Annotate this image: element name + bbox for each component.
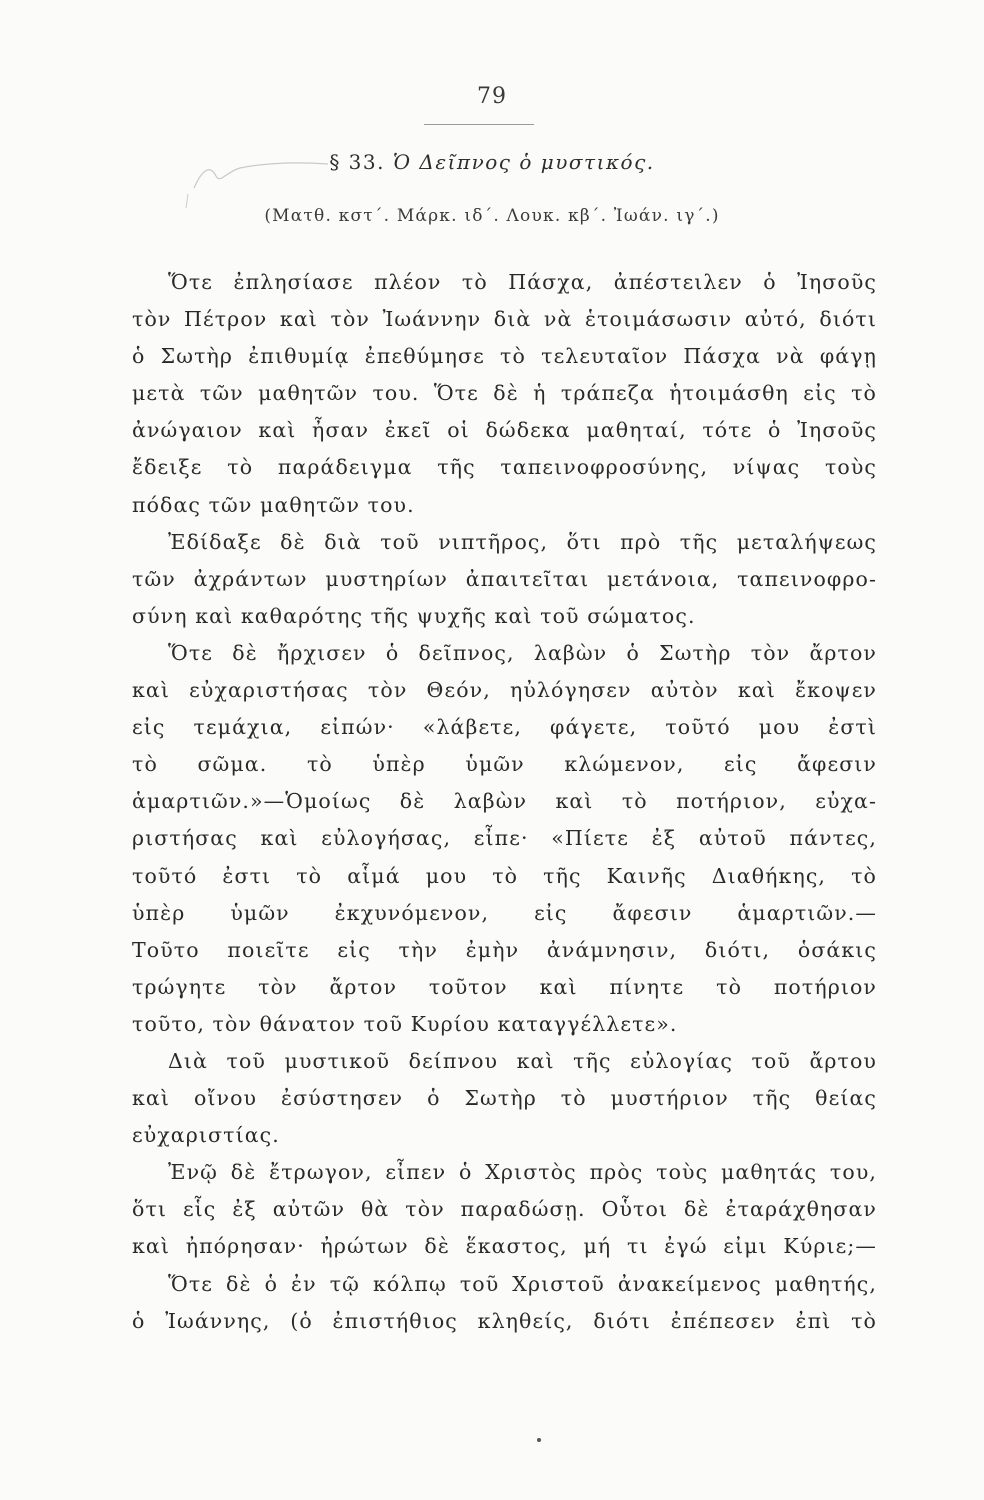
text-line: καὶ οἴνου ἐσύστησεν ὁ Σωτὴρ τὸ μυστήριον τῆς θείας: [132, 1086, 877, 1111]
section-heading: [0, 150, 984, 174]
text-line: εἰς τεμάχια, εἰπών· «λάβετε, φάγετε, τοῦτό μου ἐστὶ: [132, 715, 877, 740]
page-number: 79: [477, 84, 507, 109]
text-line: Ἐνῷ δὲ ἔτρωγον, εἶπεν ὁ Χριστὸς πρὸς τοὺς μαθητάς του,: [168, 1160, 877, 1185]
text-line: ἀνώγαιον καὶ ἦσαν ἐκεῖ οἱ δώδεκα μαθηταί, τότε ὁ Ἰησοῦς: [132, 418, 877, 443]
text-line: ὑπὲρ ὑμῶν ἐκχυνόμενον, εἰς ἄφεσιν ἁμαρτιῶν.—: [132, 900, 877, 925]
body-text: [132, 264, 877, 1340]
text-line: τὸ σῶμα. τὸ ὑπὲρ ὑμῶν κλώμενον, εἰς ἄφεσιν: [132, 752, 877, 777]
text-line: πόδας τῶν μαθητῶν του.: [132, 492, 415, 517]
page-number-rule: [424, 124, 534, 125]
text-line: εὐχαριστίας.: [132, 1123, 280, 1148]
text-line: Ἐδίδαξε δὲ διὰ τοῦ νιπτῆρος, ὅτι πρὸ τῆς μεταλήψεως: [168, 529, 877, 554]
footer-mark: [537, 1438, 541, 1442]
text-line: ὁ Σωτὴρ ἐπιθυμίᾳ ἐπεθύμησε τὸ τελευταῖον Πάσχα νὰ φάγῃ: [132, 344, 877, 369]
text-line: Ὅτε δὲ ἤρχισεν ὁ δεῖπνος, λαβὼν ὁ Σωτὴρ τὸν ἄρτον: [168, 640, 877, 665]
text-line: σύνη καὶ καθαρότης τῆς ψυχῆς καὶ τοῦ σώματος.: [132, 603, 696, 628]
text-line: καὶ ἠπόρησαν· ἠρώτων δὲ ἕκαστος, μή τι ἐγώ εἰμι Κύριε;—: [132, 1234, 877, 1259]
text-line: τοῦτο, τὸν θάνατον τοῦ Κυρίου καταγγέλλετε».: [132, 1011, 678, 1036]
text-line: καὶ εὐχαριστήσας τὸν Θεόν, ηὐλόγησεν αὐτὸν καὶ ἔκοψεν: [132, 678, 877, 703]
text-line: τοῦτό ἐστι τὸ αἷμά μου τὸ τῆς Καινῆς Διαθήκης, τὸ: [132, 863, 877, 888]
text-line: ἁμαρτιῶν.»—Ὁμοίως δὲ λαβὼν καὶ τὸ ποτήριον, εὐχα-: [132, 789, 877, 814]
section-title: Ὁ Δεῖπνος ὁ μυστικός.: [392, 150, 655, 174]
text-line: ἔδειξε τὸ παράδειγμα τῆς ταπεινοφροσύνης, νίψας τοὺς: [132, 455, 877, 480]
text-line: ριστήσας καὶ εὐλογήσας, εἶπε· «Πίετε ἐξ αὐτοῦ πάντες,: [132, 826, 877, 851]
text-line: ὁ Ἰωάννης, (ὁ ἐπιστήθιος κληθείς, διότι ἐπέπεσεν ἐπὶ τὸ: [132, 1308, 877, 1333]
text-line: Ὅτε ἐπλησίασε πλέον τὸ Πάσχα, ἀπέστειλεν ὁ Ἰησοῦς: [168, 270, 877, 294]
section-number: § 33.: [329, 150, 385, 174]
text-line: Τοῦτο ποιεῖτε εἰς τὴν ἐμὴν ἀνάμνησιν, διότι, ὁσάκις: [132, 937, 877, 962]
text-line: μετὰ τῶν μαθητῶν του. Ὅτε δὲ ἡ τράπεζα ἡτοιμάσθη εἰς τὸ: [132, 381, 877, 406]
text-line: Ὅτε δὲ ὁ ἐν τῷ κόλπῳ τοῦ Χριστοῦ ἀνακείμενος μαθητής,: [168, 1271, 877, 1296]
text-line: ὅτι εἷς ἐξ αὐτῶν θὰ τὸν παραδώσῃ. Οὗτοι δὲ ἐταράχθησαν: [132, 1197, 877, 1222]
text-line: τῶν ἀχράντων μυστηρίων ἀπαιτεῖται μετάνοια, ταπεινοφρο-: [132, 566, 877, 591]
text-line: τὸν Πέτρον καὶ τὸν Ἰωάννην διὰ νὰ ἑτοιμάσωσιν αὐτό, διότι: [132, 307, 877, 332]
text-line: τρώγητε τὸν ἄρτον τοῦτον καὶ πίνητε τὸ ποτήριον: [132, 974, 877, 999]
text-line: Διὰ τοῦ μυστικοῦ δείπνου καὶ τῆς εὐλογίας τοῦ ἄρτου: [168, 1048, 877, 1073]
scripture-references: (Ματθ. κστ΄. Μάρκ. ιδ΄. Λουκ. κβ΄. Ἰωάν. ιγ΄.): [264, 206, 720, 226]
